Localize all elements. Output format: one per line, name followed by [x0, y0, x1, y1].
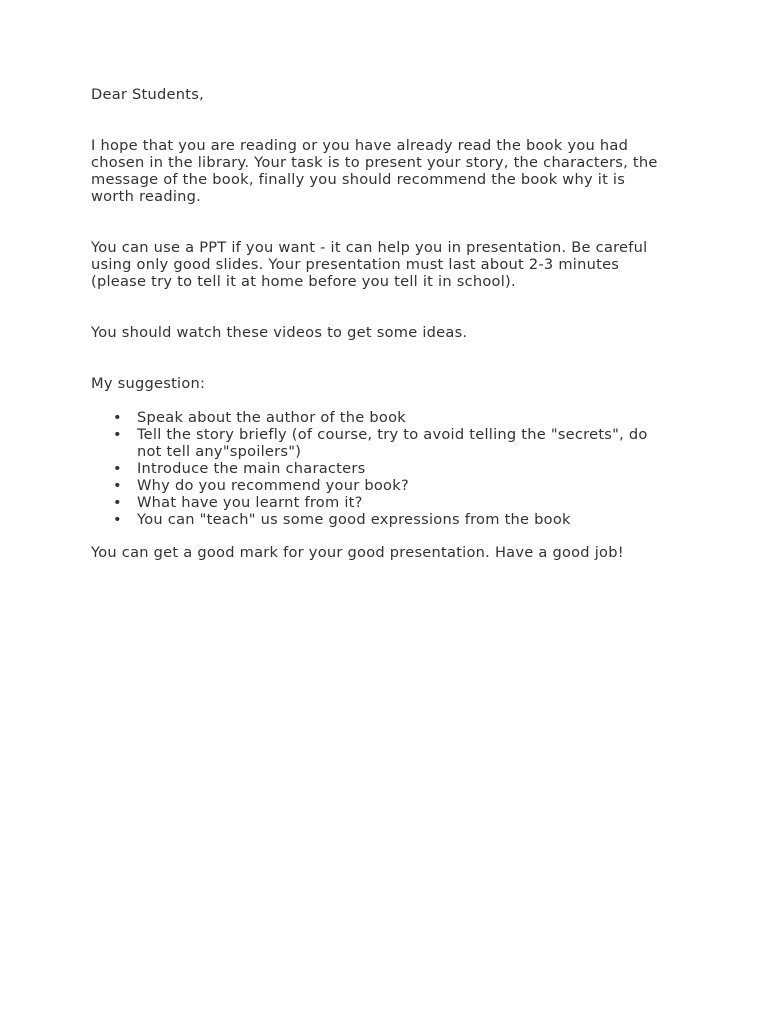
list-item-text: You can "teach" us some good expressions from the book	[137, 511, 571, 528]
bullet-icon: •	[113, 460, 122, 477]
list-item-text: Tell the story briefly (of course, try to avoid telling the "secrets", do not tell any"spoilers")	[137, 426, 648, 460]
bullet-icon: •	[113, 477, 122, 494]
list-item-text: Speak about the author of the book	[137, 409, 406, 426]
list-item-text: What have you learnt from it?	[137, 494, 363, 511]
bullet-icon: •	[113, 409, 122, 426]
paragraph-task: I hope that you are reading or you have already read the book you had chosen in the library. Your task is to present your story, the characters, the message of the book, finally you should recommend the book why it is worth reading.	[91, 137, 658, 205]
paragraph-videos: You should watch these videos to get some ideas.	[91, 324, 468, 341]
list-item-text: Introduce the main characters	[137, 460, 366, 477]
greeting: Dear Students,	[91, 86, 204, 103]
suggestion-list	[91, 409, 668, 528]
suggestion-heading: My suggestion:	[91, 375, 206, 392]
bullet-icon: •	[113, 494, 122, 511]
paragraph-ppt: You can use a PPT if you want - it can help you in presentation. Be careful using only good slides. Your presentation must last about 2-3 minutes (please try to tell it at home before you tell it in school).	[91, 239, 648, 290]
list-item	[113, 511, 668, 528]
list-item-text: Why do you recommend your book?	[137, 477, 409, 494]
bullet-icon: •	[113, 426, 122, 443]
list-item	[113, 426, 668, 460]
bullet-icon: •	[113, 511, 122, 528]
closing-line: You can get a good mark for your good presentation. Have a good job!	[91, 544, 624, 561]
list-item	[113, 460, 668, 477]
list-item	[113, 494, 668, 511]
list-item	[113, 409, 668, 426]
list-item	[113, 477, 668, 494]
